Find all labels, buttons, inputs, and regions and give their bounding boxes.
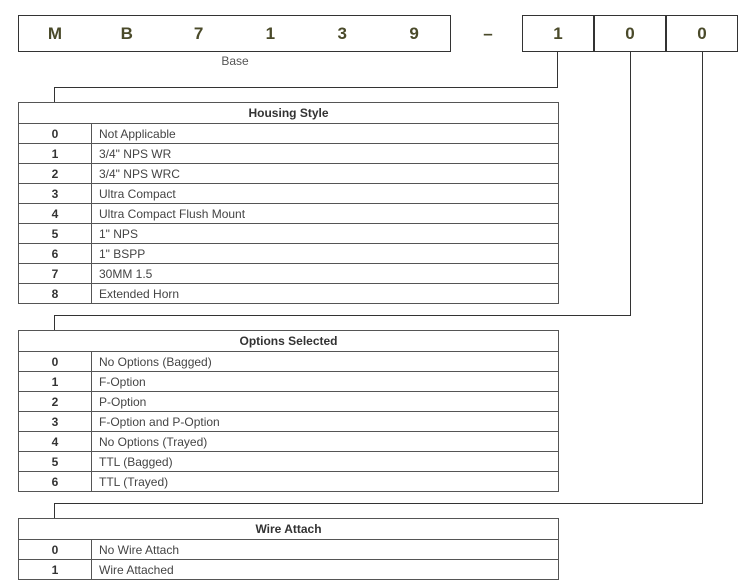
option-description: No Options (Bagged) (92, 352, 559, 372)
table-row (19, 264, 559, 284)
table-title: Wire Attach (19, 519, 559, 540)
option-code: 2 (19, 164, 92, 184)
table-row (19, 372, 559, 392)
option-description: Not Applicable (92, 124, 559, 144)
connector-line (54, 503, 703, 504)
housing-style-table (18, 102, 559, 304)
option-code: 0 (19, 124, 92, 144)
suffix-wire-attach: 0 (666, 15, 738, 52)
connector-line (630, 51, 631, 316)
connector-line (54, 503, 55, 518)
option-code: 4 (19, 204, 92, 224)
option-description: Extended Horn (92, 284, 559, 304)
option-code: 5 (19, 224, 92, 244)
options-selected-table (18, 330, 559, 492)
base-label: Base (221, 54, 249, 68)
table-row (19, 144, 559, 164)
option-description: 30MM 1.5 (92, 264, 559, 284)
option-description: F-Option (92, 372, 559, 392)
base-char: 1 (265, 23, 276, 43)
option-description: F-Option and P-Option (92, 412, 559, 432)
option-code: 2 (19, 392, 92, 412)
base-char: 7 (193, 23, 204, 43)
option-description: P-Option (92, 392, 559, 412)
connector-line (54, 87, 55, 102)
option-code: 6 (19, 472, 92, 492)
table-row (19, 472, 559, 492)
option-code: 3 (19, 184, 92, 204)
table-row (19, 284, 559, 304)
option-code: 8 (19, 284, 92, 304)
option-description: TTL (Bagged) (92, 452, 559, 472)
table-row (19, 204, 559, 224)
option-code: 1 (19, 372, 92, 392)
suffix-options-selected: 0 (594, 15, 666, 52)
table-row (19, 540, 559, 560)
option-code: 6 (19, 244, 92, 264)
option-description: Wire Attached (92, 560, 559, 580)
base-char: B (120, 23, 133, 43)
table-row (19, 560, 559, 580)
table-row (19, 224, 559, 244)
option-description: 1" NPS (92, 224, 559, 244)
table-title: Options Selected (19, 331, 559, 352)
option-description: No Options (Trayed) (92, 432, 559, 452)
part-separator: – (483, 23, 493, 43)
connector-line (557, 51, 558, 88)
wire-attach-table (18, 518, 559, 580)
table-title: Housing Style (19, 103, 559, 124)
option-description: 3/4" NPS WR (92, 144, 559, 164)
table-row (19, 412, 559, 432)
table-row (19, 184, 559, 204)
option-description: Ultra Compact Flush Mount (92, 204, 559, 224)
option-description: 3/4" NPS WRC (92, 164, 559, 184)
option-code: 1 (19, 144, 92, 164)
table-row (19, 164, 559, 184)
table-row (19, 244, 559, 264)
option-description: No Wire Attach (92, 540, 559, 560)
option-code: 4 (19, 432, 92, 452)
option-code: 1 (19, 560, 92, 580)
table-row (19, 124, 559, 144)
base-char: 9 (409, 23, 419, 43)
connector-line (54, 315, 631, 316)
table-row (19, 452, 559, 472)
base-part-number (18, 15, 451, 52)
connector-line (54, 87, 558, 88)
base-char: M (47, 23, 62, 43)
table-row (19, 352, 559, 372)
suffix-housing-style: 1 (522, 15, 594, 52)
option-description: 1" BSPP (92, 244, 559, 264)
table-row (19, 432, 559, 452)
connector-line (702, 51, 703, 504)
option-description: Ultra Compact (92, 184, 559, 204)
option-code: 5 (19, 452, 92, 472)
table-row (19, 392, 559, 412)
option-code: 7 (19, 264, 92, 284)
option-code: 0 (19, 352, 92, 372)
option-code: 3 (19, 412, 92, 432)
base-char: 3 (337, 23, 347, 43)
connector-line (54, 315, 55, 330)
option-description: TTL (Trayed) (92, 472, 559, 492)
option-code: 0 (19, 540, 92, 560)
